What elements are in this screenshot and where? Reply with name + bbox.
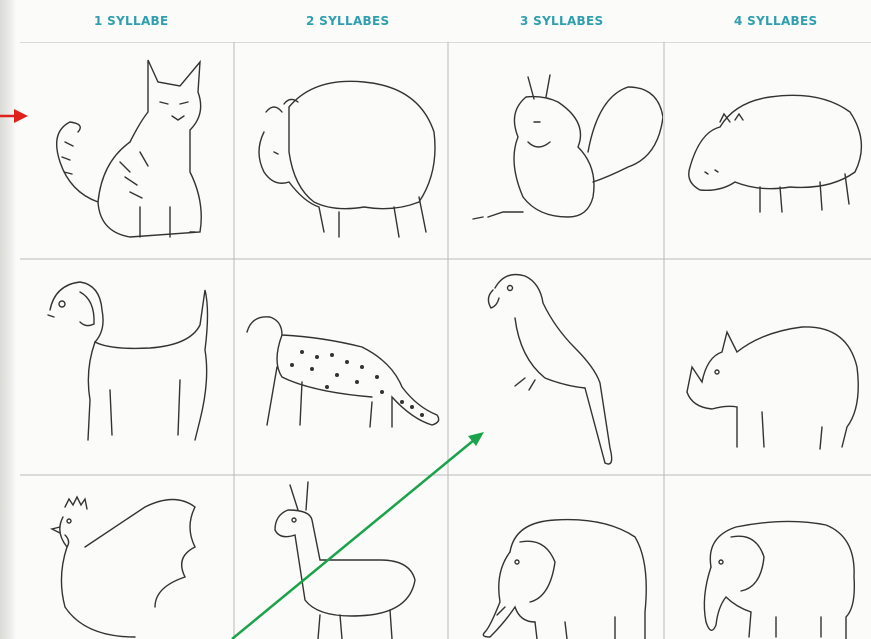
animal-grid bbox=[20, 42, 871, 639]
elephant-icon bbox=[475, 512, 650, 639]
dog-icon bbox=[40, 270, 220, 455]
hippopotamus-icon bbox=[680, 82, 870, 232]
column-headers bbox=[20, 0, 871, 40]
baby-elephant-icon bbox=[686, 507, 866, 639]
bison-icon bbox=[244, 72, 439, 242]
rhinoceros-icon bbox=[682, 297, 867, 457]
llama-icon bbox=[260, 480, 430, 639]
cat-icon bbox=[30, 52, 230, 252]
page-binding-shadow bbox=[0, 0, 16, 639]
cheetah-icon bbox=[242, 307, 442, 437]
rooster-icon bbox=[45, 487, 215, 639]
parrot-icon bbox=[475, 268, 645, 473]
squirrel-icon bbox=[468, 67, 663, 252]
header-1-syllabe: 1 SYLLABE bbox=[94, 14, 169, 28]
header-2-syllabes: 2 SYLLABES bbox=[306, 14, 390, 28]
header-3-syllabes: 3 SYLLABES bbox=[520, 14, 604, 28]
header-4-syllabes: 4 SYLLABES bbox=[734, 14, 818, 28]
